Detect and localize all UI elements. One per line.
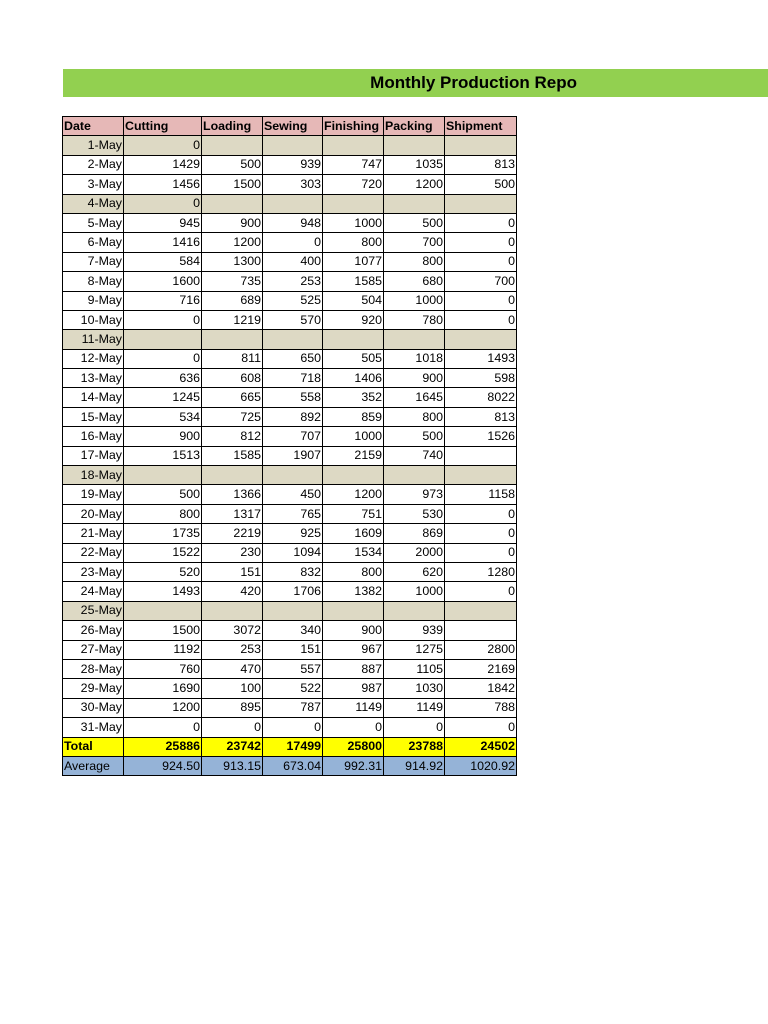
cutting-cell[interactable]: 1500 [124, 621, 202, 640]
loading-cell[interactable]: 900 [202, 213, 263, 232]
finishing-cell[interactable]: 987 [323, 679, 384, 698]
header-sewing[interactable]: Sewing [263, 117, 323, 136]
sewing-cell[interactable] [263, 466, 323, 485]
shipment-cell[interactable]: 813 [445, 155, 517, 174]
table-row [63, 718, 517, 737]
shipment-cell[interactable] [445, 194, 517, 213]
sewing-cell[interactable]: 718 [263, 369, 323, 388]
table-row [63, 543, 517, 562]
loading-cell[interactable]: 0 [202, 718, 263, 737]
cutting-cell[interactable]: 945 [124, 213, 202, 232]
packing-cell[interactable] [384, 136, 445, 155]
header-finishing[interactable]: Finishing [323, 117, 384, 136]
loading-cell[interactable]: 470 [202, 659, 263, 678]
date-cell[interactable]: 12-May [63, 349, 124, 368]
packing-cell[interactable]: 1200 [384, 175, 445, 194]
loading-cell[interactable] [202, 330, 263, 349]
table-row [63, 233, 517, 252]
sewing-cell[interactable]: 707 [263, 427, 323, 446]
sewing-cell[interactable] [263, 136, 323, 155]
cutting-cell[interactable]: 1735 [124, 524, 202, 543]
shipment-cell[interactable]: 0 [445, 504, 517, 523]
average-loading-cell[interactable]: 913.15 [202, 756, 263, 775]
finishing-cell[interactable]: 967 [323, 640, 384, 659]
total-cutting-cell[interactable]: 25886 [124, 737, 202, 756]
shipment-cell[interactable]: 1158 [445, 485, 517, 504]
header-row [63, 117, 517, 136]
average-packing-cell[interactable]: 914.92 [384, 756, 445, 775]
packing-cell[interactable]: 500 [384, 427, 445, 446]
packing-cell[interactable]: 1275 [384, 640, 445, 659]
total-row [63, 737, 517, 756]
cutting-cell[interactable]: 1192 [124, 640, 202, 659]
loading-cell[interactable]: 1219 [202, 310, 263, 329]
cutting-cell[interactable]: 1200 [124, 698, 202, 717]
shipment-cell[interactable]: 500 [445, 175, 517, 194]
sewing-cell[interactable]: 522 [263, 679, 323, 698]
loading-cell[interactable]: 253 [202, 640, 263, 659]
packing-cell[interactable] [384, 601, 445, 620]
packing-cell[interactable]: 1149 [384, 698, 445, 717]
date-cell[interactable]: 2-May [63, 155, 124, 174]
shipment-cell[interactable] [445, 466, 517, 485]
cutting-cell[interactable]: 1493 [124, 582, 202, 601]
loading-cell[interactable]: 500 [202, 155, 263, 174]
sewing-cell[interactable]: 787 [263, 698, 323, 717]
loading-cell[interactable]: 1585 [202, 446, 263, 465]
shipment-cell[interactable]: 0 [445, 291, 517, 310]
sewing-cell[interactable]: 948 [263, 213, 323, 232]
table-row [63, 369, 517, 388]
cutting-cell[interactable]: 1416 [124, 233, 202, 252]
loading-cell[interactable]: 1500 [202, 175, 263, 194]
average-label[interactable]: Average [63, 756, 124, 775]
loading-cell[interactable]: 3072 [202, 621, 263, 640]
loading-cell[interactable]: 895 [202, 698, 263, 717]
shipment-cell[interactable] [445, 330, 517, 349]
total-packing-cell[interactable]: 23788 [384, 737, 445, 756]
table-row [63, 388, 517, 407]
date-cell[interactable]: 29-May [63, 679, 124, 698]
total-sewing-cell[interactable]: 17499 [263, 737, 323, 756]
packing-cell[interactable]: 1645 [384, 388, 445, 407]
date-cell[interactable]: 1-May [63, 136, 124, 155]
total-shipment-cell[interactable]: 24502 [445, 737, 517, 756]
total-finishing-cell[interactable]: 25800 [323, 737, 384, 756]
table-row [63, 175, 517, 194]
table-row [63, 621, 517, 640]
sewing-cell[interactable]: 525 [263, 291, 323, 310]
table-row [63, 582, 517, 601]
packing-cell[interactable]: 1030 [384, 679, 445, 698]
packing-cell[interactable]: 1000 [384, 291, 445, 310]
table-row [63, 213, 517, 232]
packing-cell[interactable] [384, 466, 445, 485]
average-cutting-cell[interactable]: 924.50 [124, 756, 202, 775]
sewing-cell[interactable]: 1094 [263, 543, 323, 562]
header-loading[interactable]: Loading [202, 117, 263, 136]
finishing-cell[interactable] [323, 330, 384, 349]
shipment-cell[interactable]: 2169 [445, 659, 517, 678]
cutting-cell[interactable]: 0 [124, 194, 202, 213]
table-row [63, 310, 517, 329]
finishing-cell[interactable]: 800 [323, 562, 384, 581]
sewing-cell[interactable]: 558 [263, 388, 323, 407]
date-cell[interactable]: 21-May [63, 524, 124, 543]
packing-cell[interactable]: 939 [384, 621, 445, 640]
packing-cell[interactable]: 1035 [384, 155, 445, 174]
average-sewing-cell[interactable]: 673.04 [263, 756, 323, 775]
table-row [63, 272, 517, 291]
packing-cell[interactable]: 1105 [384, 659, 445, 678]
cutting-cell[interactable]: 1522 [124, 543, 202, 562]
loading-cell[interactable] [202, 601, 263, 620]
sewing-cell[interactable]: 0 [263, 233, 323, 252]
date-cell[interactable]: 7-May [63, 252, 124, 271]
table-row [63, 252, 517, 271]
cutting-cell[interactable] [124, 466, 202, 485]
date-cell[interactable]: 28-May [63, 659, 124, 678]
cutting-cell[interactable]: 0 [124, 349, 202, 368]
sewing-cell[interactable]: 151 [263, 640, 323, 659]
production-table [62, 116, 517, 776]
cutting-cell[interactable] [124, 601, 202, 620]
table-row [63, 349, 517, 368]
finishing-cell[interactable]: 504 [323, 291, 384, 310]
cutting-cell[interactable]: 900 [124, 427, 202, 446]
shipment-cell[interactable] [445, 446, 517, 465]
sewing-cell[interactable]: 1706 [263, 582, 323, 601]
date-cell[interactable]: 17-May [63, 446, 124, 465]
sewing-cell[interactable]: 303 [263, 175, 323, 194]
date-cell[interactable]: 4-May [63, 194, 124, 213]
cutting-cell[interactable]: 800 [124, 504, 202, 523]
shipment-cell[interactable]: 788 [445, 698, 517, 717]
packing-cell[interactable]: 0 [384, 718, 445, 737]
finishing-cell[interactable]: 1000 [323, 427, 384, 446]
cutting-cell[interactable]: 1600 [124, 272, 202, 291]
finishing-cell[interactable]: 859 [323, 407, 384, 426]
sewing-cell[interactable]: 939 [263, 155, 323, 174]
date-cell[interactable]: 31-May [63, 718, 124, 737]
sewing-cell[interactable]: 892 [263, 407, 323, 426]
sewing-cell[interactable]: 1907 [263, 446, 323, 465]
cutting-cell[interactable]: 1245 [124, 388, 202, 407]
total-loading-cell[interactable]: 23742 [202, 737, 263, 756]
total-label[interactable]: Total [63, 737, 124, 756]
packing-cell[interactable]: 973 [384, 485, 445, 504]
header-date[interactable]: Date [63, 117, 124, 136]
date-cell[interactable]: 8-May [63, 272, 124, 291]
date-cell[interactable]: 9-May [63, 291, 124, 310]
sewing-cell[interactable]: 450 [263, 485, 323, 504]
date-cell[interactable]: 11-May [63, 330, 124, 349]
table-row [63, 446, 517, 465]
header-shipment[interactable]: Shipment [445, 117, 517, 136]
shipment-cell[interactable]: 0 [445, 582, 517, 601]
date-cell[interactable]: 23-May [63, 562, 124, 581]
finishing-cell[interactable]: 751 [323, 504, 384, 523]
cutting-cell[interactable] [124, 330, 202, 349]
sewing-cell[interactable]: 765 [263, 504, 323, 523]
finishing-cell[interactable]: 2159 [323, 446, 384, 465]
cutting-cell[interactable]: 534 [124, 407, 202, 426]
loading-cell[interactable]: 1300 [202, 252, 263, 271]
loading-cell[interactable]: 665 [202, 388, 263, 407]
date-cell[interactable]: 25-May [63, 601, 124, 620]
packing-cell[interactable]: 1018 [384, 349, 445, 368]
packing-cell[interactable]: 530 [384, 504, 445, 523]
shipment-cell[interactable]: 0 [445, 524, 517, 543]
table-row [63, 136, 517, 155]
shipment-cell[interactable]: 8022 [445, 388, 517, 407]
packing-cell[interactable]: 680 [384, 272, 445, 291]
cutting-cell[interactable]: 520 [124, 562, 202, 581]
cutting-cell[interactable]: 500 [124, 485, 202, 504]
date-cell[interactable]: 27-May [63, 640, 124, 659]
table-row [63, 640, 517, 659]
sewing-cell[interactable]: 400 [263, 252, 323, 271]
loading-cell[interactable]: 608 [202, 369, 263, 388]
finishing-cell[interactable]: 352 [323, 388, 384, 407]
finishing-cell[interactable]: 1406 [323, 369, 384, 388]
date-cell[interactable]: 20-May [63, 504, 124, 523]
shipment-cell[interactable]: 0 [445, 310, 517, 329]
shipment-cell[interactable]: 0 [445, 718, 517, 737]
sewing-cell[interactable]: 340 [263, 621, 323, 640]
packing-cell[interactable]: 780 [384, 310, 445, 329]
date-cell[interactable]: 10-May [63, 310, 124, 329]
packing-cell[interactable]: 620 [384, 562, 445, 581]
packing-cell[interactable]: 500 [384, 213, 445, 232]
date-cell[interactable]: 30-May [63, 698, 124, 717]
date-cell[interactable]: 5-May [63, 213, 124, 232]
table-row [63, 407, 517, 426]
report-title: Monthly Production Repo [370, 73, 577, 92]
loading-cell[interactable]: 420 [202, 582, 263, 601]
cutting-cell[interactable]: 0 [124, 136, 202, 155]
shipment-cell[interactable]: 700 [445, 272, 517, 291]
average-finishing-cell[interactable]: 992.31 [323, 756, 384, 775]
cutting-cell[interactable]: 636 [124, 369, 202, 388]
table-body [63, 117, 517, 776]
loading-cell[interactable] [202, 466, 263, 485]
loading-cell[interactable]: 1200 [202, 233, 263, 252]
loading-cell[interactable]: 2219 [202, 524, 263, 543]
finishing-cell[interactable]: 0 [323, 718, 384, 737]
shipment-cell[interactable]: 1842 [445, 679, 517, 698]
shipment-cell[interactable]: 1280 [445, 562, 517, 581]
date-cell[interactable]: 22-May [63, 543, 124, 562]
table-row [63, 504, 517, 523]
packing-cell[interactable]: 869 [384, 524, 445, 543]
date-cell[interactable]: 13-May [63, 369, 124, 388]
loading-cell[interactable]: 735 [202, 272, 263, 291]
finishing-cell[interactable]: 800 [323, 233, 384, 252]
shipment-cell[interactable]: 0 [445, 233, 517, 252]
shipment-cell[interactable]: 1493 [445, 349, 517, 368]
packing-cell[interactable]: 2000 [384, 543, 445, 562]
shipment-cell[interactable]: 2800 [445, 640, 517, 659]
loading-cell[interactable] [202, 194, 263, 213]
table-row [63, 562, 517, 581]
finishing-cell[interactable]: 720 [323, 175, 384, 194]
loading-cell[interactable]: 811 [202, 349, 263, 368]
finishing-cell[interactable] [323, 601, 384, 620]
finishing-cell[interactable] [323, 194, 384, 213]
sewing-cell[interactable]: 0 [263, 718, 323, 737]
cutting-cell[interactable]: 1690 [124, 679, 202, 698]
cutting-cell[interactable]: 584 [124, 252, 202, 271]
date-cell[interactable]: 19-May [63, 485, 124, 504]
date-cell[interactable]: 24-May [63, 582, 124, 601]
finishing-cell[interactable]: 747 [323, 155, 384, 174]
packing-cell[interactable]: 900 [384, 369, 445, 388]
loading-cell[interactable]: 1366 [202, 485, 263, 504]
shipment-cell[interactable]: 0 [445, 252, 517, 271]
finishing-cell[interactable]: 900 [323, 621, 384, 640]
date-cell[interactable]: 26-May [63, 621, 124, 640]
table-row [63, 485, 517, 504]
packing-cell[interactable]: 740 [384, 446, 445, 465]
date-cell[interactable]: 14-May [63, 388, 124, 407]
sewing-cell[interactable]: 925 [263, 524, 323, 543]
shipment-cell[interactable]: 813 [445, 407, 517, 426]
sewing-cell[interactable]: 570 [263, 310, 323, 329]
finishing-cell[interactable]: 887 [323, 659, 384, 678]
header-packing[interactable]: Packing [384, 117, 445, 136]
date-cell[interactable]: 16-May [63, 427, 124, 446]
table-row [63, 466, 517, 485]
loading-cell[interactable]: 1317 [202, 504, 263, 523]
table-row [63, 524, 517, 543]
loading-cell[interactable]: 151 [202, 562, 263, 581]
table-row [63, 659, 517, 678]
shipment-cell[interactable] [445, 136, 517, 155]
finishing-cell[interactable]: 1382 [323, 582, 384, 601]
table-row [63, 194, 517, 213]
shipment-cell[interactable]: 598 [445, 369, 517, 388]
finishing-cell[interactable] [323, 136, 384, 155]
loading-cell[interactable]: 812 [202, 427, 263, 446]
finishing-cell[interactable]: 505 [323, 349, 384, 368]
table-row [63, 679, 517, 698]
loading-cell[interactable]: 689 [202, 291, 263, 310]
shipment-cell[interactable]: 0 [445, 543, 517, 562]
header-cutting[interactable]: Cutting [124, 117, 202, 136]
shipment-cell[interactable]: 1526 [445, 427, 517, 446]
table-row [63, 698, 517, 717]
cutting-cell[interactable]: 0 [124, 310, 202, 329]
loading-cell[interactable] [202, 136, 263, 155]
packing-cell[interactable]: 700 [384, 233, 445, 252]
packing-cell[interactable]: 800 [384, 407, 445, 426]
sewing-cell[interactable] [263, 601, 323, 620]
sewing-cell[interactable] [263, 194, 323, 213]
sewing-cell[interactable]: 832 [263, 562, 323, 581]
table-row [63, 291, 517, 310]
table-row [63, 155, 517, 174]
shipment-cell[interactable]: 0 [445, 213, 517, 232]
average-shipment-cell[interactable]: 1020.92 [445, 756, 517, 775]
shipment-cell[interactable] [445, 601, 517, 620]
title-banner [63, 69, 768, 97]
finishing-cell[interactable]: 1077 [323, 252, 384, 271]
date-cell[interactable]: 6-May [63, 233, 124, 252]
cutting-cell[interactable]: 1513 [124, 446, 202, 465]
sewing-cell[interactable]: 253 [263, 272, 323, 291]
cutting-cell[interactable]: 1429 [124, 155, 202, 174]
average-row [63, 756, 517, 775]
finishing-cell[interactable]: 1149 [323, 698, 384, 717]
shipment-cell[interactable] [445, 621, 517, 640]
finishing-cell[interactable]: 1585 [323, 272, 384, 291]
packing-cell[interactable] [384, 330, 445, 349]
finishing-cell[interactable]: 1609 [323, 524, 384, 543]
table-row [63, 330, 517, 349]
sewing-cell[interactable]: 650 [263, 349, 323, 368]
finishing-cell[interactable]: 1200 [323, 485, 384, 504]
sewing-cell[interactable]: 557 [263, 659, 323, 678]
date-cell[interactable]: 15-May [63, 407, 124, 426]
finishing-cell[interactable]: 1534 [323, 543, 384, 562]
date-cell[interactable]: 18-May [63, 466, 124, 485]
date-cell[interactable]: 3-May [63, 175, 124, 194]
cutting-cell[interactable]: 0 [124, 718, 202, 737]
loading-cell[interactable]: 100 [202, 679, 263, 698]
packing-cell[interactable]: 800 [384, 252, 445, 271]
loading-cell[interactable]: 230 [202, 543, 263, 562]
finishing-cell[interactable]: 920 [323, 310, 384, 329]
table-row [63, 601, 517, 620]
finishing-cell[interactable]: 1000 [323, 213, 384, 232]
finishing-cell[interactable] [323, 466, 384, 485]
cutting-cell[interactable]: 760 [124, 659, 202, 678]
sewing-cell[interactable] [263, 330, 323, 349]
table-row [63, 427, 517, 446]
packing-cell[interactable]: 1000 [384, 582, 445, 601]
packing-cell[interactable] [384, 194, 445, 213]
cutting-cell[interactable]: 1456 [124, 175, 202, 194]
loading-cell[interactable]: 725 [202, 407, 263, 426]
cutting-cell[interactable]: 716 [124, 291, 202, 310]
